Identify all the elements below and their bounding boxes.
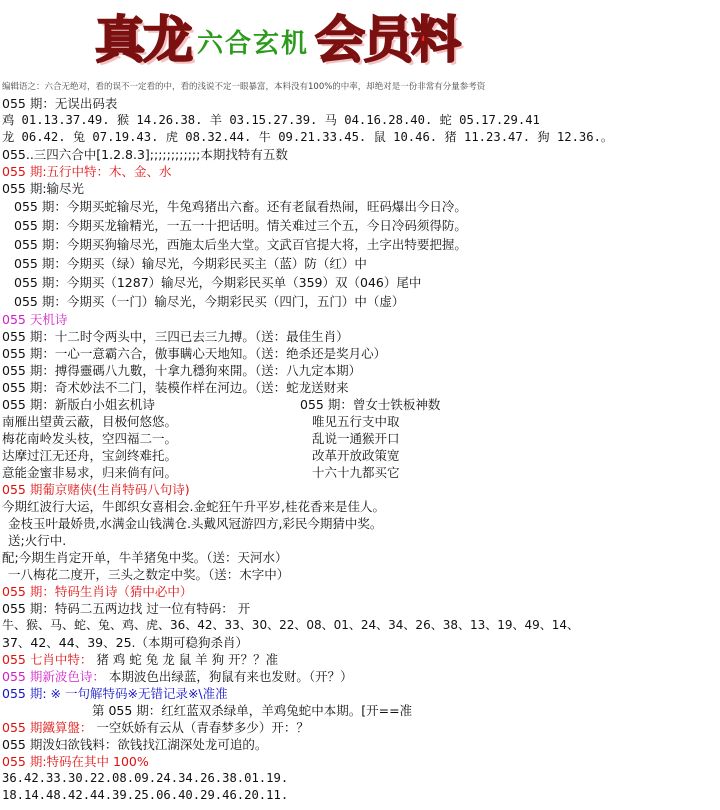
line-32: 37、42、44、39、25.（本期可稳狗杀肖）	[2, 635, 249, 650]
line-10: 055 期：今期买（绿）输尽光，今期彩民买主（蓝）防（红）中	[14, 256, 367, 271]
title-part-1: 真龙	[95, 10, 191, 69]
line-22-left: 意能金蜜非易求，归来倘有问。	[2, 465, 178, 480]
line-31: 牛、猴、马、蛇、兔、鸡、虎、36、42、33、30、22、08、01、24、34、26、38、13、19、49、14、	[2, 618, 580, 632]
line-06: 055 期:输尽光	[2, 181, 85, 196]
line-03: 龙 06.42. 兔 07.19.43. 虎 08.32.44. 牛 09.21.33.45. 鼠 10.46. 猪 11.23.47. 狗 12.36.。	[2, 130, 614, 144]
line-15: 055 期：一心一意霸六合，傲事瞒心天地知。（送：绝杀还是奖月心）	[2, 346, 387, 361]
line-34-text: 本期波色出绿蓝，狗鼠有来也发财。（开？）	[108, 669, 353, 684]
line-35: 055 期: ※ 一句解特码※无错记录※\准准	[2, 686, 228, 701]
title-part-2: 六合玄机	[197, 28, 310, 59]
line-13: 055 天机诗	[2, 312, 68, 327]
line-20-right: 乱说一通猴开口	[312, 431, 400, 446]
line-37	[2, 719, 309, 736]
line-38: 055 期泼妇欲钱料：欲钱找江湖深处龙可追的。	[2, 737, 268, 752]
line-02: 鸡 01.13.37.49. 猴 14.26.38. 羊 03.15.27.39. 马 04.16.28.40. 蛇 05.17.29.41	[2, 113, 540, 127]
line-27: 配;今期生肖定开单，牛羊猪兔中奖。（送：天河水）	[2, 550, 288, 565]
line-30: 055 期：特码二五两边找 过一位有特码： 开	[2, 601, 251, 616]
line-07: 055 期：今期买蛇输尽光，牛兔鸡猪出六畜。还有老鼠看热闹，旺码爆出今日冷。	[14, 199, 467, 214]
line-09: 055 期：今期买狗输尽光，西施太后坐大堂。文武百官提大将，土字出特要把握。	[14, 237, 467, 252]
line-25: 金枝玉叶最娇贵,水满金山钱满仓.头戴风冠游四方,彩民今期猜中奖。	[8, 516, 383, 531]
line-01: 055 期：无误出码表	[2, 96, 118, 111]
line-37-label: 055 期鐵算盤：	[2, 720, 93, 735]
line-23: 055 期葡京赌侠(生肖特码八句诗)	[2, 482, 190, 497]
line-33-label: 055 七肖中特：	[2, 652, 93, 667]
line-39: 055 期:特码在其中 100%	[2, 754, 149, 769]
line-33	[2, 651, 278, 668]
line-24: 今期红波行大运，牛郎织女喜相会.金蛇狂午升平岁,桂花香来是佳人。	[2, 499, 385, 514]
line-21-left: 达摩过江无还舟，宝剑终难托。	[2, 448, 178, 463]
line-37-text: 一空妖娇有云从（青春梦多少）开：？	[96, 720, 309, 735]
header-banner	[0, 0, 720, 78]
line-18-right: 055 期：曾女士铁板神数	[300, 397, 441, 412]
line-05: 055 期:五行中特：木、金、水	[2, 164, 172, 179]
line-08: 055 期：今期买龙输精光，一五一十把话明。情关难过三个五，今日冷码须得防。	[14, 218, 467, 233]
line-34-label: 055 期新波色诗：	[2, 669, 105, 684]
line-40: 36.42.33.30.22.08.09.24.34.26.38.01.19.	[2, 771, 289, 785]
line-36: 第 055 期：红红蓝双杀绿单，羊鸡兔蛇中本期。[开==准	[92, 703, 413, 718]
title-part-3: 会员料	[315, 10, 460, 69]
line-20-left: 梅花南岭发头枝，空四福二一。	[2, 431, 178, 446]
line-11: 055 期：今期买（1287）输尽光，今期彩民买单（359）双（046）尾中	[14, 275, 422, 290]
editor-notice: 编辑语之：六合无绝对，看的误不一定看的中，看的浅说不定一眼暴富，本料没有100%的中率，却绝对是一份非常有分量参考资	[2, 82, 486, 92]
line-21-right: 改革开放政策宽	[312, 448, 400, 463]
line-41: 18.14.48.42.44.39.25.06.40.29.46.20.11.	[2, 788, 289, 802]
line-16: 055 期：搏得靈碼八九數，十拿九穩狗來開。（送：八九定本期）	[2, 363, 362, 378]
line-14: 055 期：十二时令两头中，三四已去三九搏。（送：最佳生肖）	[2, 329, 349, 344]
line-29: 055 期：特码生肖诗（猜中必中）	[2, 584, 193, 599]
line-34	[2, 668, 353, 685]
line-17: 055 期：奇术妙法不二门，装模作样在河边。（送：蛇龙送财来	[2, 380, 349, 395]
line-18-left: 055 期：新版白小姐玄机诗	[2, 397, 155, 412]
line-04: 055..三四六合中[1.2.8.3];;;;;;;;;;;;本期找特有五数	[2, 147, 288, 162]
line-28: 一八梅花二度开，三头之数定中奖。（送：木字中）	[8, 567, 290, 582]
line-19-right: 唯见五行支中取	[312, 414, 400, 429]
page-title	[95, 6, 460, 69]
line-33-text: 猪 鸡 蛇 兔 龙 鼠 羊 狗 开？？准	[96, 652, 279, 667]
line-26: 送;火行中.	[8, 533, 67, 548]
line-12: 055 期：今期买（一门）输尽光，今期彩民买（四门，五门）中（虚）	[14, 294, 405, 309]
line-22-right: 十六十九都买它	[312, 465, 400, 480]
line-19-left: 南雁出望黄云蔽，目极何悠悠。	[2, 414, 178, 429]
